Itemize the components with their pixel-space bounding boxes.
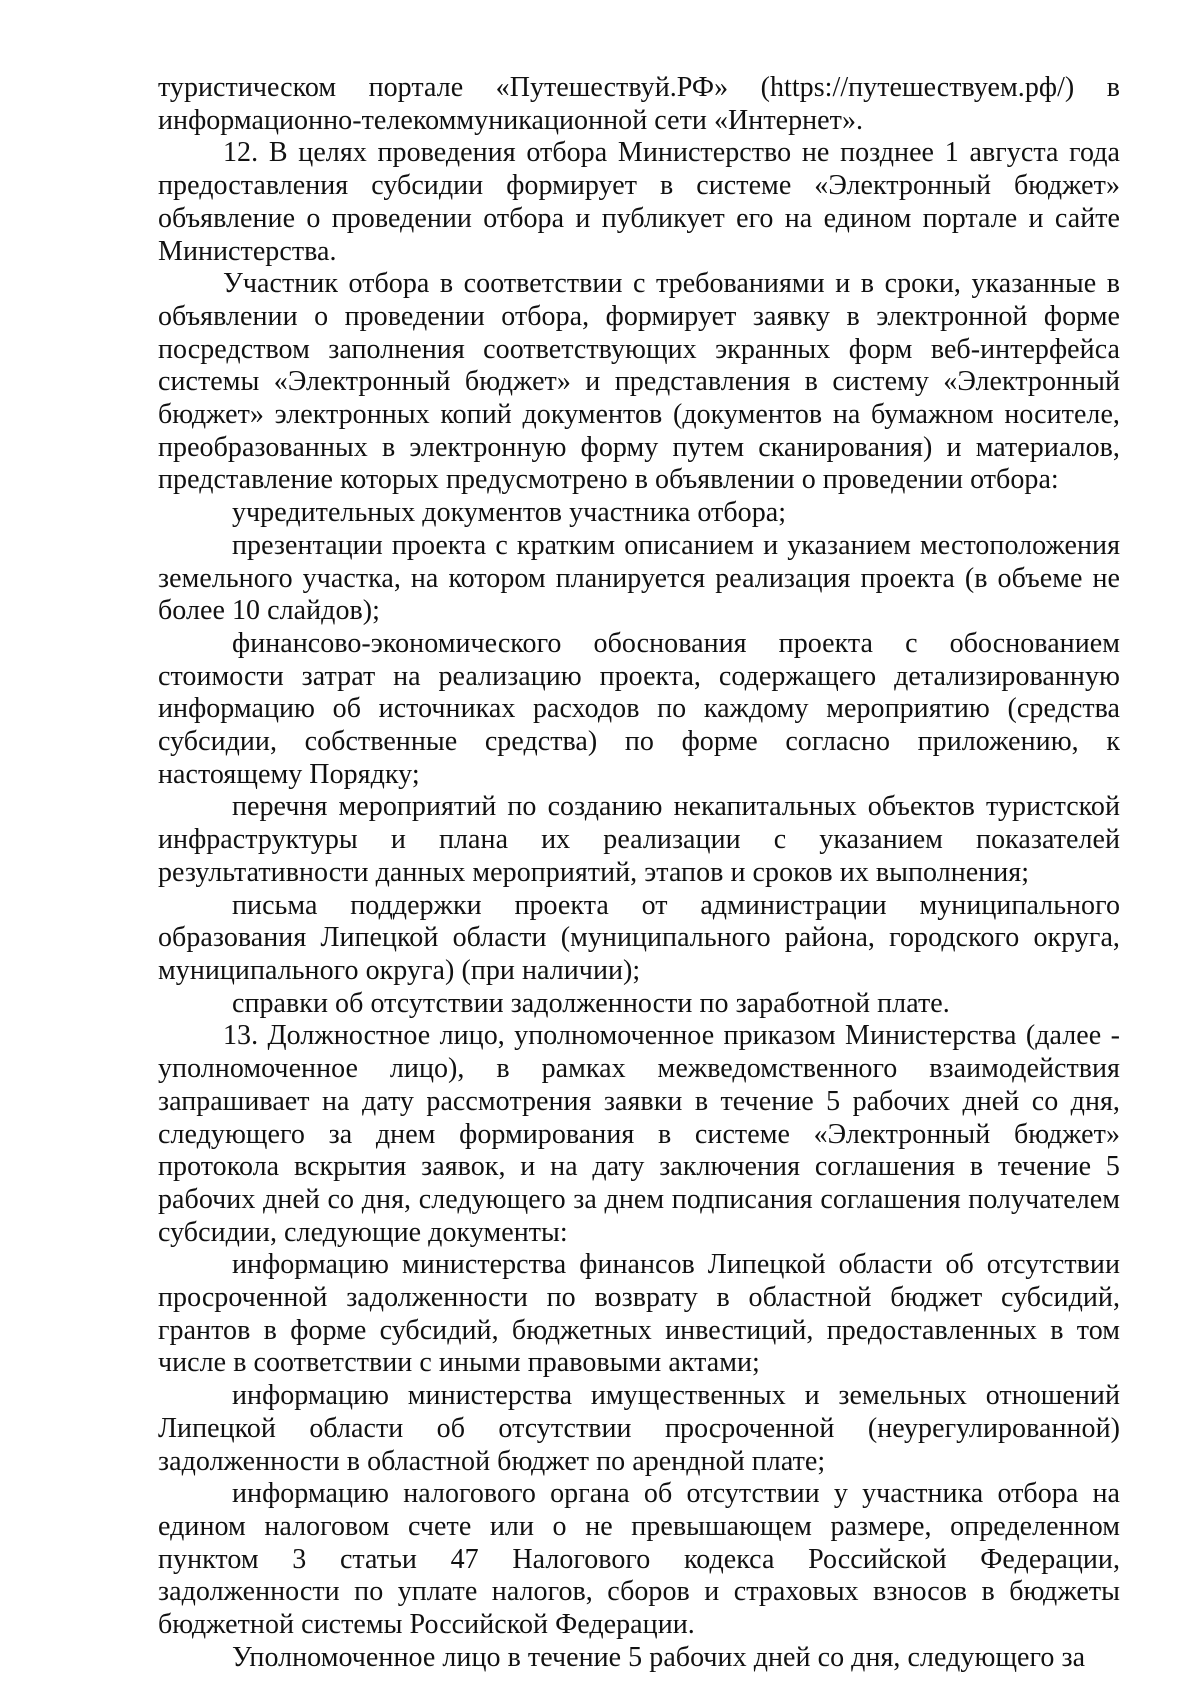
list-item-support-letters: письма поддержки проекта от администрации муниципального образования Липецкой области (муниципального района, городского округа, муниципального округа) (при наличии); [158,889,1120,986]
list-item-founding-documents: учредительных документов участника отбора; [232,497,787,529]
list-item-finance-ministry-info: информацию министерства финансов Липецкой области об отсутствии просроченной задолженности по возврату в областной бюджет субсидий, грантов в форме субсидий, бюджетных инвестиций, предоставленных в том числе в соответствии с иными правовыми актами; [158,1249,1120,1379]
list-item-property-ministry-info: информацию министерства имущественных и земельных отношений Липецкой области об отсутствии просроченной (неурегулированной) задолженности в областной бюджет по арендной плате; [158,1380,1120,1477]
paragraph-application: Участник отбора в соответствии с требованиями и в сроки, указанные в объявлении о проведении отбора, формирует заявку в электронной форме посредством заполнения соответствующих экранных форм веб-интерфейса системы «Электронный бюджет» и представления в систему «Электронный бюджет» электронных копий документов (документов на бумажном носителе, преобразованных в электронную форму путем сканирования) и материалов, представление которых предусмотрено в объявлении о проведении отбора: [158,268,1120,496]
list-item-financial-justification: финансово-экономического обоснования проекта с обоснованием стоимости затрат на реализацию проекта, содержащего детализированную информацию об источниках расходов по каждому мероприятию (средства субсидии, собственные средства) по форме согласно приложению, к настоящему Порядку; [158,627,1120,790]
list-item-presentation: презентации проекта с кратким описанием и указанием местоположения земельного участка, на котором планируется реализация проекта (в объеме не более 10 слайдов); [158,529,1120,627]
paragraph-item-13: 13. Должностное лицо, уполномоченное приказом Министерства (далее - уполномоченное лицо), в рамках межведомственного взаимодействия запрашивает на дату рассмотрения заявки в течение 5 рабочих дней со дня, следующего за днем формирования в системе «Электронный бюджет» протокола вскрытия заявок, и на дату заключения соглашения в течение 5 рабочих дней со дня, следующего за днем подписания соглашения получателем субсидии, следующие документы: [158,1020,1120,1248]
list-item-salary-certificate: справки об отсутствии задолженности по заработной плате. [232,987,950,1019]
list-item-measures-list: перечня мероприятий по созданию некапитальных объектов туристской инфраструктуры и плана их реализации с указанием показателей результативности данных мероприятий, этапов и сроков их выполнения; [158,791,1120,888]
paragraph-portal-continuation: туристическом портале «Путешествуй.РФ» (https://путешествуем.рф/) в информационно-телекоммуникационной сети «Интернет». [158,72,1120,136]
list-item-tax-authority-info: информацию налогового органа об отсутствии у участника отбора на едином налоговом счете или о не превышающем размере, определенном пунктом 3 статьи 47 Налогового кодекса Российской Федерации, задолженности по уплате налогов, сборов и страховых взносов в бюджеты бюджетной системы Российской Федерации. [158,1478,1120,1641]
paragraph-item-12: 12. В целях проведения отбора Министерство не позднее 1 августа года предоставления субсидии формирует в системе «Электронный бюджет» объявление о проведении отбора и публикует его на едином портале и сайте Министерства. [158,137,1120,267]
document-body [158,72,1120,1674]
paragraph-authorized-person: Уполномоченное лицо в течение 5 рабочих дней со дня, следующего за [232,1641,1086,1673]
